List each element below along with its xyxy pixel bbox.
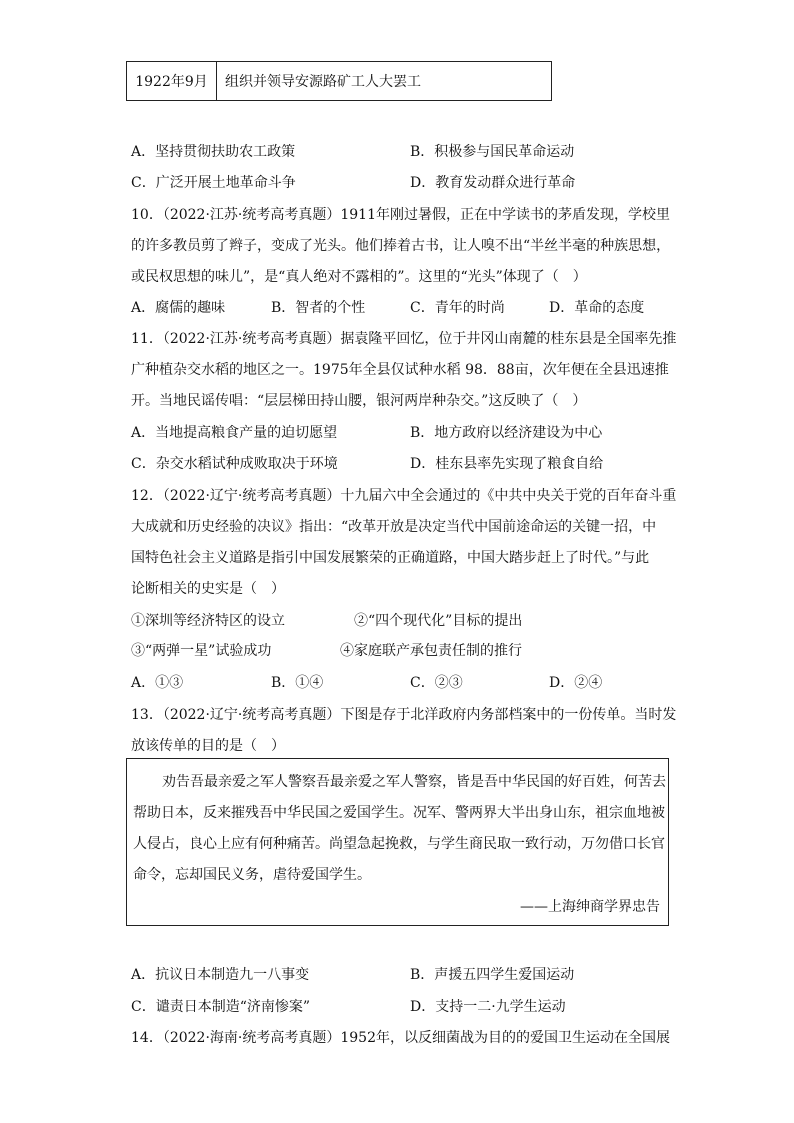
- q14-stem-line-1: 14．（2022·海南·统考高考真题）1952年，以反细菌战为目的的爱国卫生运动在全国展: [131, 1030, 670, 1046]
- q12-option-b: B．①④: [271, 675, 324, 691]
- leaflet-quote-box: [126, 758, 669, 926]
- q9-option-b: B．积极参与国民革命运动: [410, 144, 575, 160]
- q13-stem-line-2: 放该传单的目的是（ ）: [131, 738, 285, 754]
- q10-stem-line-1: 10．（2022·江苏·统考高考真题）1911年刚过暑假，正在中学读书的茅盾发现，学校里: [131, 207, 670, 223]
- q12-option-d: D．②④: [549, 675, 603, 691]
- q12-stem-line-3: 国特色社会主义道路是指引中国发展繁荣的正确道路，中国大踏步赶上了时代。”与此: [131, 550, 650, 566]
- quote-line-3: 人侵占，良心上应有何种痛苦。尚望急起挽救，与学生商民取一致行动，万勿借口长官: [133, 836, 665, 852]
- q10-option-a: A．腐儒的趣味: [131, 300, 226, 316]
- q11-option-d: D．桂东县率先实现了粮食自给: [410, 456, 604, 472]
- q12-item-1: ①深圳等经济特区的设立: [131, 613, 285, 629]
- q13-option-b: B．声援五四学生爱国运动: [410, 967, 575, 983]
- q11-option-b: B．地方政府以经济建设为中心: [410, 425, 603, 441]
- q9-option-a: A．坚持贯彻扶助农工政策: [131, 144, 296, 160]
- q12-item-2: ②“四个现代化”目标的提出: [354, 613, 523, 629]
- quote-line-4: 命令，忘却国民义务，虐待爱国学生。: [133, 867, 371, 883]
- table-cell-event: 组织并领导安源路矿工人大罢工: [225, 74, 421, 90]
- q9-option-d: D．教育发动群众进行革命: [410, 175, 576, 191]
- event-table-row: [126, 61, 552, 101]
- table-cell-year: 1922年9月: [127, 62, 217, 100]
- q11-stem-line-1: 11．（2022·江苏·统考高考真题）据袁隆平回忆，位于井冈山南麓的桂东县是全国率先推: [131, 331, 677, 347]
- quote-source: ——上海绅商学界忠告: [520, 899, 660, 915]
- q12-stem-line-2: 大成就和历史经验的决议》指出：“改革开放是决定当代中国前途命运的关键一招，中: [131, 519, 657, 535]
- q10-option-c: C．青年的时尚: [410, 300, 505, 316]
- q12-option-c: C．②③: [410, 675, 463, 691]
- q13-option-d: D．支持一二·九学生运动: [410, 999, 566, 1015]
- q12-option-a: A．①③: [131, 675, 184, 691]
- q11-stem-line-2: 广种植杂交水稻的地区之一。1975年全县仅试种水稻 98．88亩，次年便在全县迅速推: [131, 362, 669, 378]
- quote-line-1: 劝告吾最亲爱之军人警察吾最亲爱之军人警察，皆是吾中华民国的好百姓，何苦去: [162, 774, 666, 790]
- q12-item-3: ③“两弹一星”试验成功: [131, 643, 272, 659]
- q12-stem-line-1: 12．（2022·辽宁·统考高考真题）十九届六中全会通过的《中共中央关于党的百年奋斗重: [131, 488, 677, 504]
- q12-stem-line-4: 论断相关的史实是（ ）: [131, 581, 285, 597]
- q9-option-c: C．广泛开展土地革命斗争: [131, 175, 296, 191]
- q10-option-d: D．革命的态度: [549, 300, 645, 316]
- q13-option-c: C．谴责日本制造“济南惨案”: [131, 999, 311, 1015]
- quote-line-2: 帮助日本，反来摧残吾中华民国之爱国学生。况军、警两界大半出身山东，祖宗血地被: [133, 805, 665, 821]
- q11-stem-line-3: 开。当地民谣传唱：“层层梯田持山腰，银河两岸种杂交。”这反映了（ ）: [131, 393, 587, 409]
- q11-option-a: A．当地提高粮食产量的迫切愿望: [131, 425, 338, 441]
- q12-item-4: ④家庭联产承包责任制的推行: [340, 643, 522, 659]
- q10-option-b: B．智者的个性: [271, 300, 366, 316]
- q10-stem-line-3: 或民权思想的味儿”，是“真人绝对不露相的”。这里的“光头”体现了（ ）: [131, 269, 587, 285]
- q13-option-a: A．抗议日本制造九一八事变: [131, 967, 310, 983]
- q11-option-c: C．杂交水稻试种成败取决于环境: [131, 456, 338, 472]
- q10-stem-line-2: 的许多教员剪了辫子，变成了光头。他们捧着古书，让人嗅不出“半丝半毫的种族思想，: [131, 238, 671, 254]
- q13-stem-line-1: 13．（2022·辽宁·统考高考真题）下图是存于北洋政府内务部档案中的一份传单。当时发: [131, 707, 677, 723]
